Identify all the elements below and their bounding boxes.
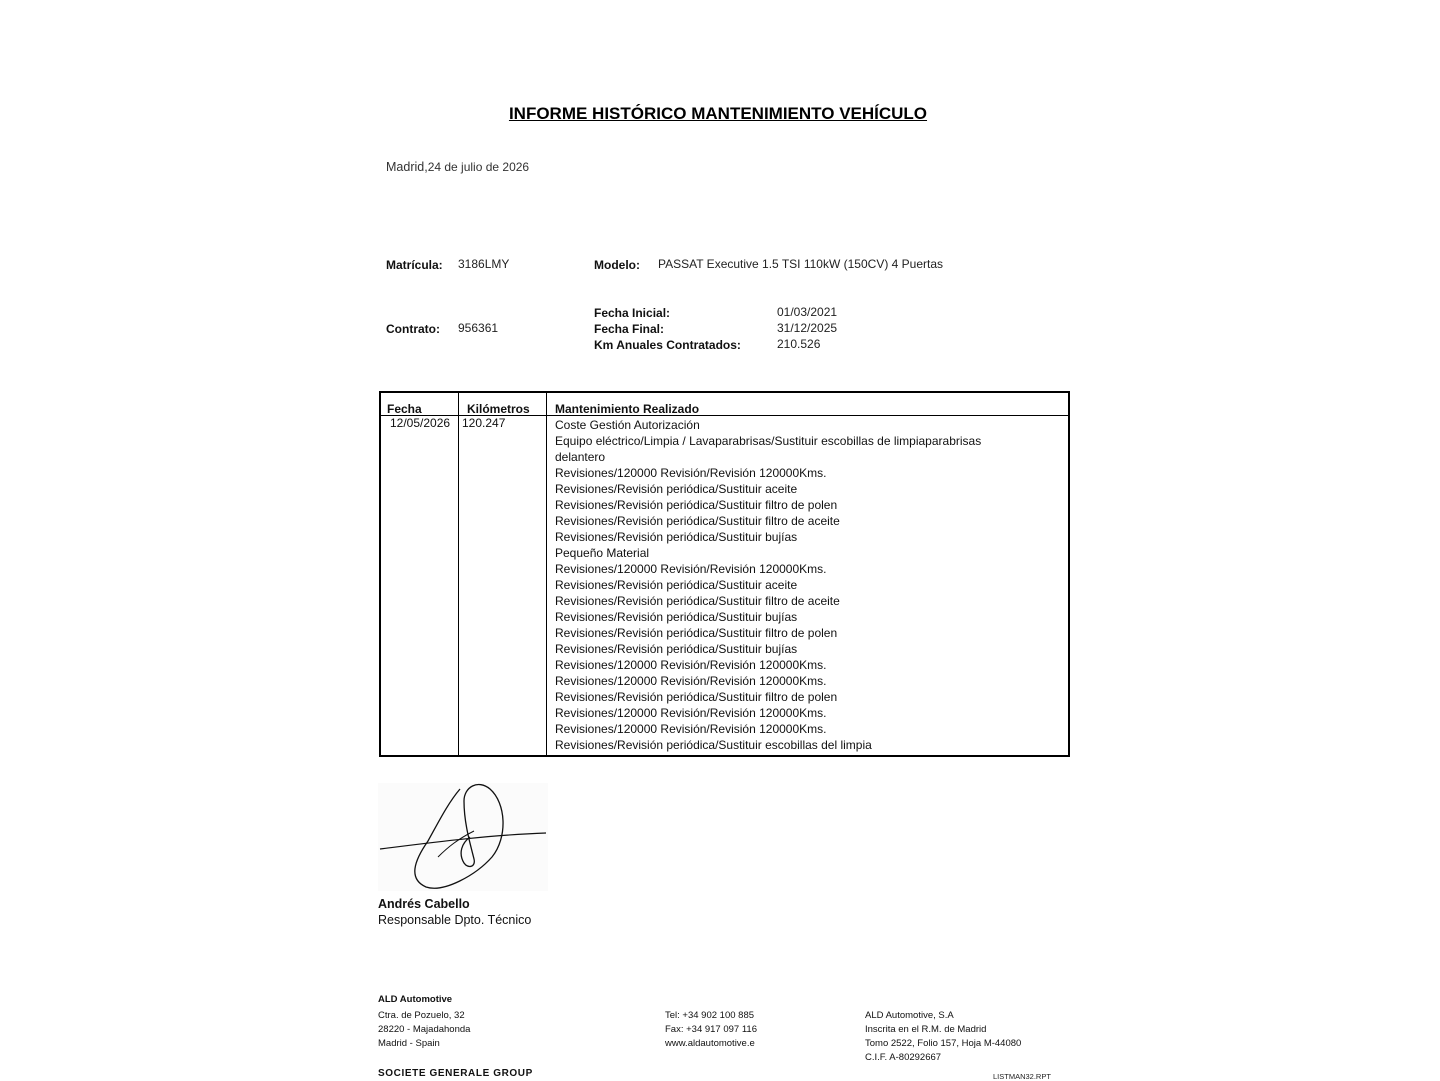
header-km: Kilómetros bbox=[467, 402, 530, 416]
footer-registry-line: Tomo 2522, Folio 157, Hoja M-44080 bbox=[865, 1038, 1022, 1049]
maintenance-item: Revisiones/Revisión periódica/Sustituir bujías bbox=[555, 610, 798, 624]
header-date: Fecha bbox=[387, 402, 422, 416]
start-date-value: 01/03/2021 bbox=[777, 305, 838, 319]
annual-km-label: Km Anuales Contratados: bbox=[594, 338, 741, 352]
signer-role: Responsable Dpto. Técnico bbox=[378, 913, 532, 927]
row-date: 12/05/2026 bbox=[390, 416, 451, 430]
footer-phone: Tel: +34 902 100 885 bbox=[665, 1010, 755, 1021]
footer-registry-line: C.I.F. A-80292667 bbox=[865, 1052, 942, 1063]
footer-website: www.aldautomotive.e bbox=[665, 1038, 755, 1049]
maintenance-table bbox=[379, 391, 1070, 757]
maintenance-item: Revisiones/Revisión periódica/Sustituir filtro de polen bbox=[555, 626, 838, 640]
footer-registry-line: Inscrita en el R.M. de Madrid bbox=[865, 1024, 987, 1035]
maintenance-item: Revisiones/Revisión periódica/Sustituir escobillas del limpia bbox=[555, 738, 872, 752]
maintenance-item: Revisiones/120000 Revisión/Revisión 120000Kms. bbox=[555, 562, 827, 576]
maintenance-item: Revisiones/120000 Revisión/Revisión 120000Kms. bbox=[555, 674, 827, 688]
annual-km-value: 210.526 bbox=[777, 337, 821, 351]
contract-label: Contrato: bbox=[386, 322, 440, 336]
start-date-label: Fecha Inicial: bbox=[594, 306, 671, 320]
end-date-value: 31/12/2025 bbox=[777, 321, 838, 335]
end-date-label: Fecha Final: bbox=[594, 322, 665, 336]
maintenance-item: Revisiones/Revisión periódica/Sustituir aceite bbox=[555, 578, 798, 592]
maintenance-item: Revisiones/Revisión periódica/Sustituir filtro de polen bbox=[555, 690, 838, 704]
signer-name: Andrés Cabello bbox=[378, 897, 470, 911]
model-value: PASSAT Executive 1.5 TSI 110kW (150CV) 4 Puertas bbox=[658, 257, 944, 271]
footer-company: ALD Automotive bbox=[378, 994, 453, 1005]
footer-address-line: Ctra. de Pozuelo, 32 bbox=[378, 1010, 465, 1021]
place-date bbox=[386, 160, 529, 174]
group-name: SOCIETE GENERALE GROUP bbox=[378, 1068, 533, 1079]
footer-registry-line: ALD Automotive, S.A bbox=[865, 1010, 954, 1021]
maintenance-item: Pequeño Material bbox=[555, 546, 650, 560]
column-divider bbox=[458, 393, 459, 755]
maintenance-item: Revisiones/Revisión periódica/Sustituir bujías bbox=[555, 642, 798, 656]
footer-address bbox=[378, 1009, 470, 1051]
maintenance-item: delantero bbox=[555, 450, 606, 464]
contract-number: 956361 bbox=[458, 321, 499, 335]
footer-fax: Fax: +34 917 097 116 bbox=[665, 1024, 757, 1035]
column-divider bbox=[546, 393, 547, 755]
maintenance-item: Revisiones/120000 Revisión/Revisión 120000Kms. bbox=[555, 706, 827, 720]
maintenance-item: Coste Gestión Autorización bbox=[555, 418, 700, 432]
maintenance-item: Equipo eléctrico/Limpia / Lavaparabrisas/Sustituir escobillas de limpiaparabrisas bbox=[555, 434, 982, 448]
date: 24 de julio de 2026 bbox=[427, 160, 530, 174]
maintenance-item: Revisiones/120000 Revisión/Revisión 120000Kms. bbox=[555, 658, 827, 672]
maintenance-item: Revisiones/120000 Revisión/Revisión 120000Kms. bbox=[555, 466, 827, 480]
maintenance-item: Revisiones/Revisión periódica/Sustituir filtro de aceite bbox=[555, 594, 840, 608]
maintenance-list bbox=[555, 417, 981, 753]
footer-contact bbox=[665, 1009, 757, 1051]
maintenance-item: Revisiones/Revisión periódica/Sustituir filtro de polen bbox=[555, 498, 838, 512]
row-km: 120.247 bbox=[462, 416, 506, 430]
report-code: LISTMAN32.RPT bbox=[993, 1072, 1051, 1081]
maintenance-item: Revisiones/Revisión periódica/Sustituir bujías bbox=[555, 530, 798, 544]
maintenance-item: Revisiones/Revisión periódica/Sustituir filtro de aceite bbox=[555, 514, 840, 528]
footer-address-line: 28220 - Majadahonda bbox=[378, 1024, 471, 1035]
report-title: INFORME HISTÓRICO MANTENIMIENTO VEHÍCULO bbox=[508, 104, 928, 123]
footer-registry bbox=[865, 1009, 1021, 1065]
maintenance-item: Revisiones/120000 Revisión/Revisión 120000Kms. bbox=[555, 722, 827, 736]
plate-value: 3186LMY bbox=[458, 257, 510, 271]
plate-label: Matrícula: bbox=[386, 258, 443, 272]
signature-image bbox=[378, 783, 548, 891]
header-maintenance: Mantenimiento Realizado bbox=[555, 402, 700, 416]
footer-address-line: Madrid - Spain bbox=[378, 1038, 440, 1049]
maintenance-item: Revisiones/Revisión periódica/Sustituir aceite bbox=[555, 482, 798, 496]
model-label: Modelo: bbox=[594, 258, 640, 272]
place: Madrid, bbox=[386, 160, 428, 174]
